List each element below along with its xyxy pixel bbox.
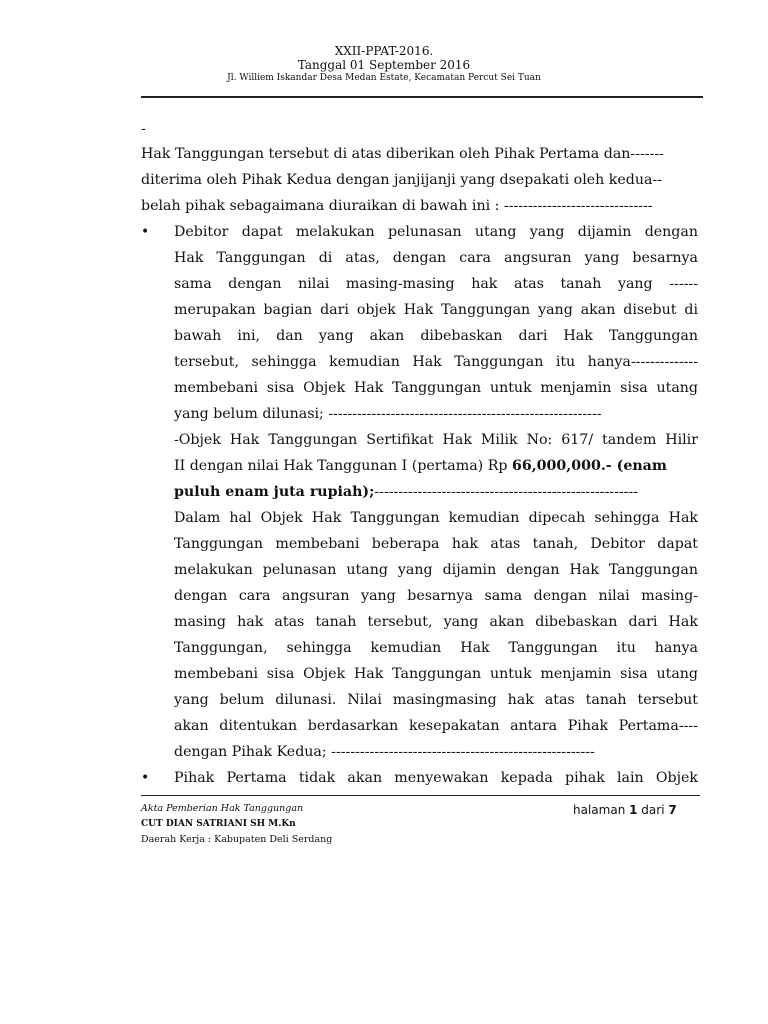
objek-line	[174, 479, 638, 505]
objek-dashes: -------------------------------------------------------	[374, 484, 639, 500]
doc-date: Tanggal 01 September 2016	[297, 58, 471, 72]
footer-work-area: Daerah Kerja : Kabupaten Deli Serdang	[141, 834, 333, 845]
bullet1-line: sama dengan nilai masing-masing hak atas tanah yang ------	[174, 276, 698, 292]
page-prefix: halaman	[573, 803, 630, 817]
para2-line: Tanggungan, sehingga kemudian Hak Tanggungan itu hanya	[174, 640, 698, 656]
leading-dash: -	[141, 121, 146, 137]
page-indicator	[573, 803, 677, 817]
bullet1-line: membebani sisa Objek Hak Tanggungan untuk menjamin sisa utang	[174, 380, 698, 396]
objek-text: II dengan nilai Hak Tanggunan I (pertama) Rp	[174, 458, 512, 474]
para2-line: membebani sisa Objek Hak Tanggungan untuk menjamin sisa utang	[174, 666, 698, 682]
objek-line	[174, 453, 667, 479]
page-total: 7	[668, 803, 677, 817]
bullet-icon: •	[141, 770, 150, 786]
page-mid: dari	[637, 803, 669, 817]
para2-line: dengan Pihak Kedua; -------------------------------------------------------	[174, 744, 595, 760]
bullet1-line: Debitor dapat melakukan pelunasan utang yang dijamin dengan	[174, 224, 698, 240]
para2-line: masing hak atas tanah tersebut, yang akan dibebaskan dari Hak	[174, 614, 698, 630]
para2-line: dengan cara angsuran yang besarnya sama dengan nilai masing-	[174, 588, 698, 604]
objek-line: -Objek Hak Tanggungan Sertifikat Hak Milik No: 617/ tandem Hilir	[174, 432, 698, 448]
bullet1-line: yang belum dilunasi; ---------------------------------------------------------	[174, 406, 602, 422]
bullet1-line: Hak Tanggungan di atas, dengan cara angsuran yang besarnya	[174, 250, 698, 266]
bullet1-line: merupakan bagian dari objek Hak Tanggungan yang akan disebut di	[174, 302, 698, 318]
intro-line: belah pihak sebagaimana diuraikan di bawah ini : -------------------------------	[141, 198, 653, 214]
intro-line: diterima oleh Pihak Kedua dengan janjijanji yang dsepakati oleh kedua--	[141, 172, 663, 188]
bullet-icon: •	[141, 224, 150, 240]
page-current: 1	[629, 803, 638, 817]
para2-line: yang belum dilunasi. Nilai masingmasing hak atas tanah tersebut	[174, 692, 698, 708]
footer-doc-title: Akta Pemberian Hak Tanggungan	[141, 803, 304, 814]
intro-line: Hak Tanggungan tersebut di atas diberikan oleh Pihak Pertama dan-------	[141, 146, 664, 162]
bullet1-line: tersebut, sehingga kemudian Hak Tanggungan itu hanya--------------	[174, 354, 698, 370]
objek-amount: 66,000,000.- (enam	[511, 458, 667, 474]
footer-notary-name: CUT DIAN SATRIANI SH M.Kn	[141, 819, 296, 829]
para2-line: Tanggungan membebani beberapa hak atas tanah, Debitor dapat	[174, 536, 698, 552]
footer-rule	[141, 795, 700, 796]
office-address: Jl. Williem Iskandar Desa Medan Estate, Kecamatan Percut Sei Tuan	[227, 73, 541, 83]
para2-line: akan ditentukan berdasarkan kesepakatan antara Pihak Pertama----	[174, 718, 698, 734]
bullet1-line: bawah ini, dan yang akan dibebaskan dari Hak Tanggungan	[174, 328, 698, 344]
objek-amount-words: puluh enam juta rupiah);	[174, 484, 375, 500]
para2-line: melakukan pelunasan utang yang dijamin dengan Hak Tanggungan	[174, 562, 698, 578]
para2-line: Dalam hal Objek Hak Tanggungan kemudian dipecah sehingga Hak	[174, 510, 698, 526]
bullet2-line: Pihak Pertama tidak akan menyewakan kepada pihak lain Objek	[174, 770, 698, 786]
doc-number: XXII-PPAT-2016.	[334, 44, 434, 58]
